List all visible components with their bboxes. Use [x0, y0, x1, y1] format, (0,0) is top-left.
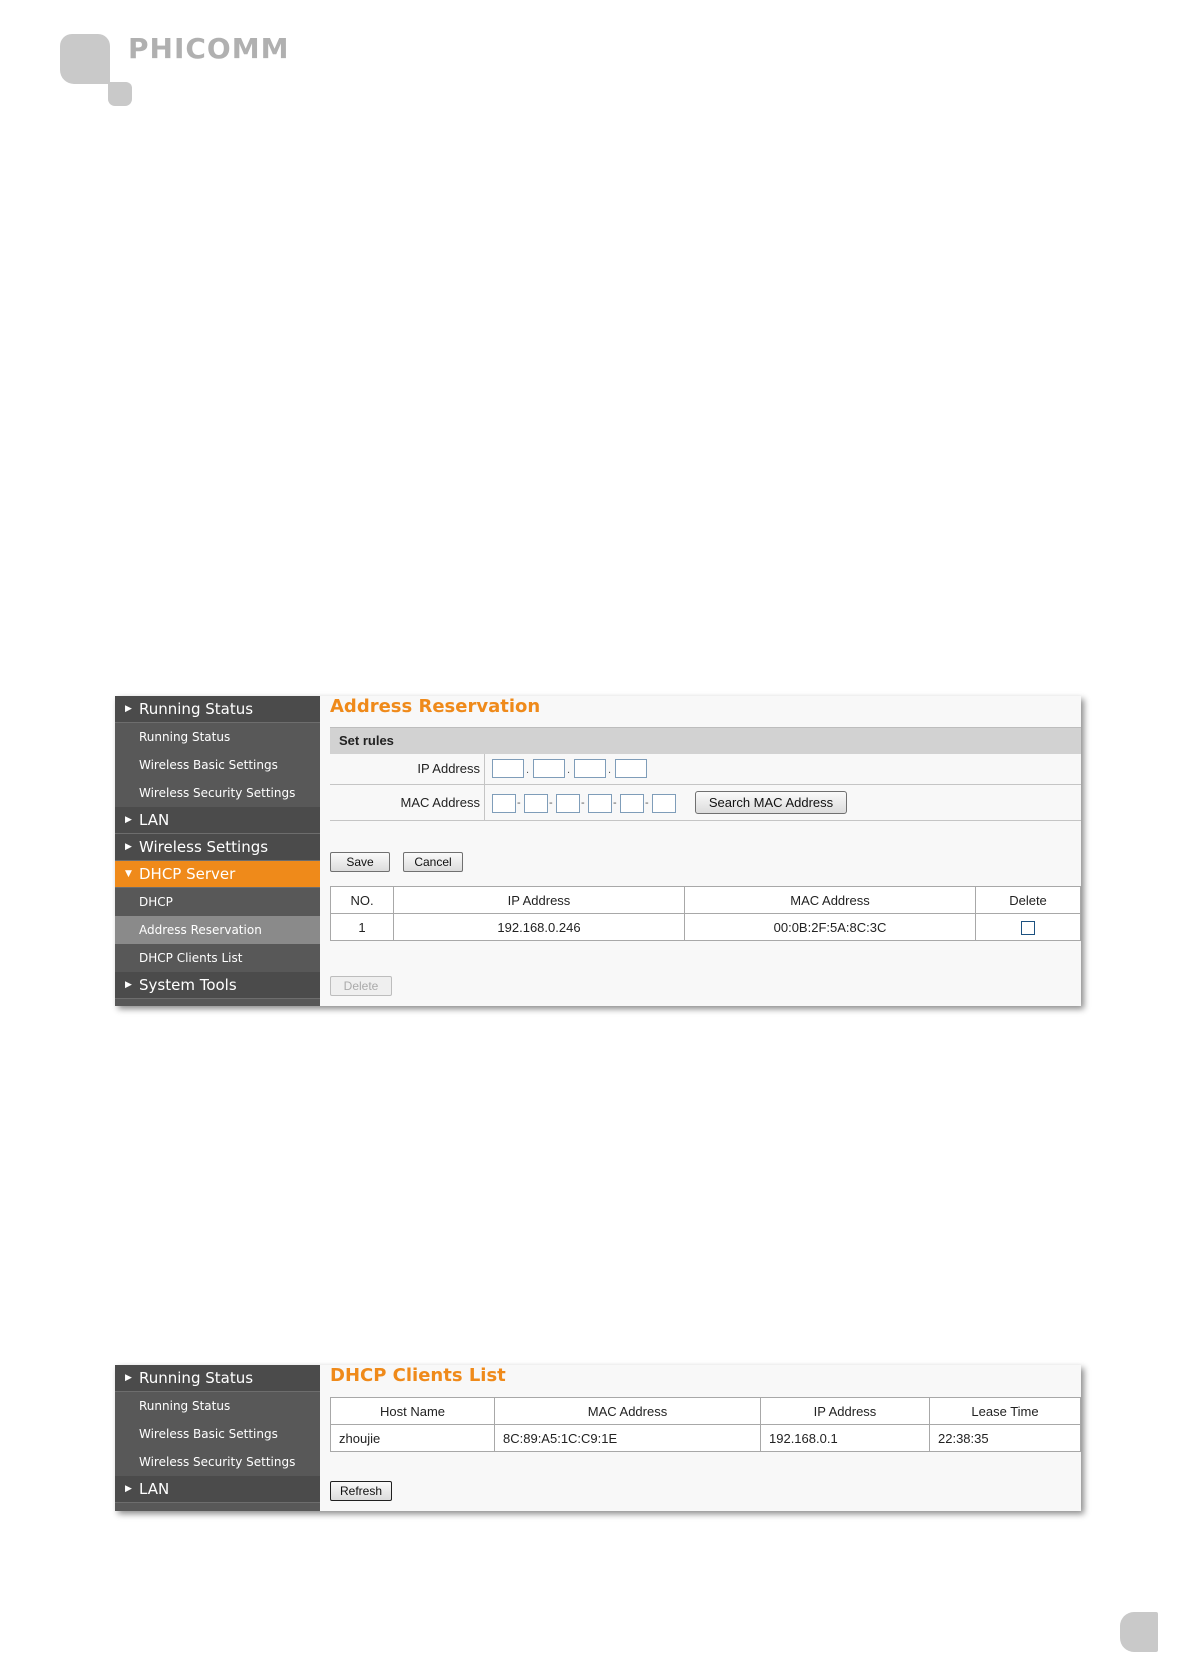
- nav-system-tools[interactable]: ▶ System Tools: [115, 972, 320, 999]
- sidebar: [115, 1365, 320, 1511]
- cell-ip: 192.168.0.1: [761, 1425, 930, 1452]
- nav-lan[interactable]: ▶ LAN: [115, 1476, 320, 1503]
- nav-sub-wireless-security[interactable]: Wireless Security Settings: [115, 779, 320, 807]
- triangle-right-icon: ▶: [125, 842, 132, 852]
- save-button[interactable]: Save: [330, 852, 390, 872]
- nav-running-status[interactable]: ▶ Running Status: [115, 1365, 320, 1392]
- triangle-right-icon: ▶: [125, 1484, 132, 1494]
- triangle-down-icon: ▼: [125, 869, 132, 879]
- delete-button[interactable]: Delete: [330, 976, 392, 996]
- cancel-button[interactable]: Cancel: [403, 852, 463, 872]
- col-mac-address: MAC Address: [685, 887, 976, 914]
- address-reservation-screenshot: [115, 696, 1081, 1006]
- col-ip-address: IP Address: [394, 887, 685, 914]
- nav-running-status[interactable]: ▶ Running Status: [115, 696, 320, 723]
- page-title: Address Reservation: [330, 696, 541, 717]
- cell-no: 1: [331, 914, 394, 941]
- nav-sub-address-reservation[interactable]: Address Reservation: [115, 916, 320, 944]
- reservation-table: [330, 886, 1081, 941]
- triangle-right-icon: ▶: [125, 980, 132, 990]
- mac-byte-4-input[interactable]: [588, 794, 612, 813]
- triangle-right-icon: ▶: [125, 815, 132, 825]
- table-row: [331, 914, 1081, 941]
- triangle-right-icon: ▶: [125, 1373, 132, 1383]
- mac-byte-3-input[interactable]: [556, 794, 580, 813]
- mac-byte-5-input[interactable]: [620, 794, 644, 813]
- table-row: [331, 1425, 1081, 1452]
- col-lease-time: Lease Time: [930, 1398, 1081, 1425]
- nav-sub-wireless-basic[interactable]: Wireless Basic Settings: [115, 751, 320, 779]
- nav-sub-running-status[interactable]: Running Status: [115, 723, 320, 751]
- col-mac-address: MAC Address: [495, 1398, 761, 1425]
- col-delete: Delete: [976, 887, 1081, 914]
- delete-checkbox[interactable]: [1021, 921, 1035, 935]
- search-mac-address-button[interactable]: Search MAC Address: [695, 791, 847, 814]
- phicomm-logo: [60, 34, 290, 114]
- cell-lease: 22:38:35: [930, 1425, 1081, 1452]
- col-ip-address: IP Address: [761, 1398, 930, 1425]
- col-no: NO.: [331, 887, 394, 914]
- ip-address-row: IP Address . . .: [330, 754, 1081, 785]
- triangle-right-icon: ▶: [125, 704, 132, 714]
- cell-mac: 8C:89:A5:1C:C9:1E: [495, 1425, 761, 1452]
- ip-octet-3-input[interactable]: [574, 759, 606, 778]
- page-title: DHCP Clients List: [330, 1365, 506, 1386]
- refresh-button[interactable]: Refresh: [330, 1481, 392, 1501]
- logo-wordmark: PHICOMM: [128, 32, 290, 65]
- content-panel: [320, 1365, 1081, 1511]
- ip-octet-2-input[interactable]: [533, 759, 565, 778]
- cell-host: zhoujie: [331, 1425, 495, 1452]
- clients-table: [330, 1397, 1081, 1452]
- mac-address-label: MAC Address: [400, 795, 480, 810]
- nav-sub-running-status[interactable]: Running Status: [115, 1392, 320, 1420]
- nav-sub-dhcp[interactable]: DHCP: [115, 888, 320, 916]
- mac-byte-2-input[interactable]: [524, 794, 548, 813]
- logo-mark-small: [108, 82, 132, 106]
- nav-sub-wireless-security[interactable]: Wireless Security Settings: [115, 1448, 320, 1476]
- mac-address-row: MAC Address - - - - - Search MAC Address: [330, 785, 1081, 821]
- sidebar: [115, 696, 320, 1006]
- ip-octet-4-input[interactable]: [615, 759, 647, 778]
- mac-byte-1-input[interactable]: [492, 794, 516, 813]
- nav-wireless-settings[interactable]: ▶ Wireless Settings: [115, 834, 320, 861]
- nav-sub-wireless-basic[interactable]: Wireless Basic Settings: [115, 1420, 320, 1448]
- nav-sub-dhcp-clients-list[interactable]: DHCP Clients List: [115, 944, 320, 972]
- logo-mark: [60, 34, 110, 84]
- cell-mac: 00:0B:2F:5A:8C:3C: [685, 914, 976, 941]
- nav-lan[interactable]: ▶ LAN: [115, 807, 320, 834]
- col-host-name: Host Name: [331, 1398, 495, 1425]
- dhcp-clients-list-screenshot: [115, 1365, 1081, 1511]
- content-panel: [320, 696, 1081, 1006]
- ip-address-label: IP Address: [417, 761, 480, 776]
- ip-octet-1-input[interactable]: [492, 759, 524, 778]
- section-header: Set rules: [330, 727, 1081, 754]
- cell-ip: 192.168.0.246: [394, 914, 685, 941]
- nav-dhcp-server[interactable]: ▼ DHCP Server: [115, 861, 320, 888]
- page-corner-tab: [1120, 1612, 1158, 1652]
- mac-byte-6-input[interactable]: [652, 794, 676, 813]
